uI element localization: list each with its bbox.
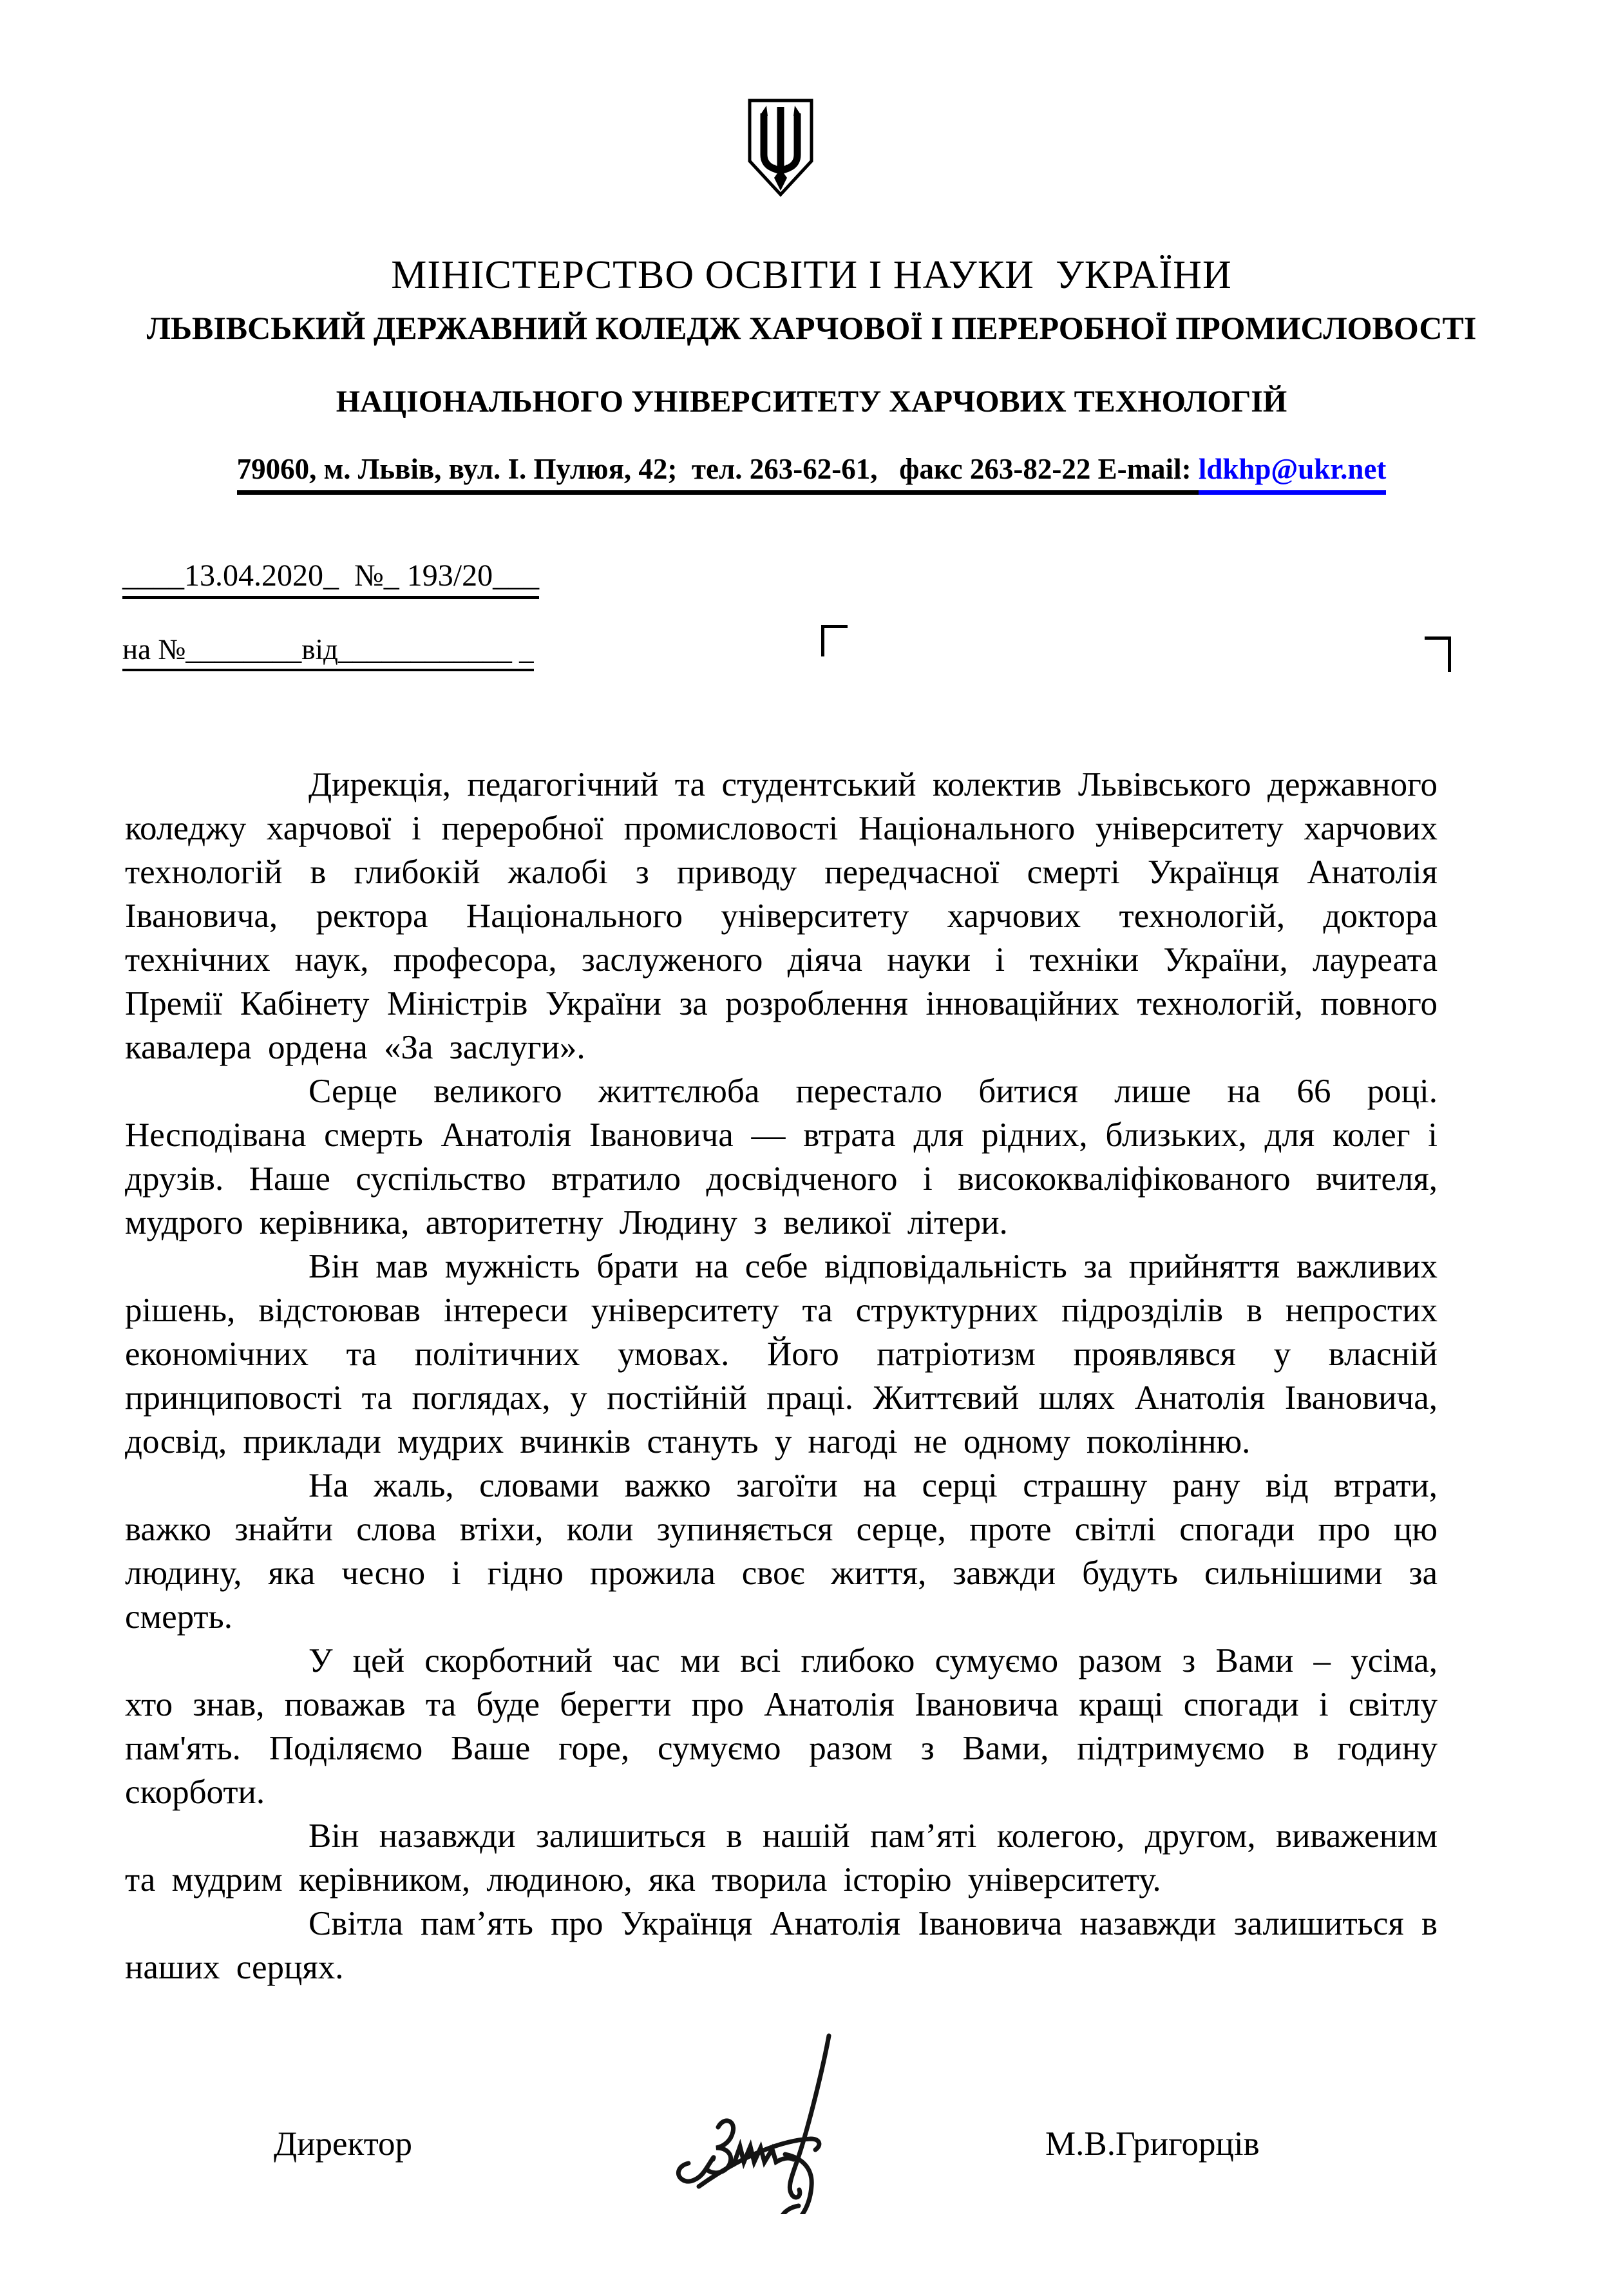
- signer-name: М.В.Григорців: [1045, 2125, 1260, 2163]
- letter-body: [125, 763, 1438, 1989]
- ukraine-trident-icon: [746, 97, 815, 198]
- addressee-corner-mark-left: [821, 625, 848, 656]
- college-title: ЛЬВІВСЬКИЙ ДЕРЖАВНИЙ КОЛЕДЖ ХАРЧОВОЇ І ПЕРЕРОБНОЇ ПРОМИСЛОВОСТІ: [146, 310, 1477, 346]
- address-line: [0, 452, 1623, 486]
- address-text: 79060, м. Львів, вул. І. Пулюя, 42; тел. 263-62-61, факс 263-82-22 E-mail:: [237, 453, 1199, 495]
- body-paragraph: Світла пам’ять про Українця Анатолія Івановича назавжди залишиться в наших серцях.: [125, 1905, 1438, 1986]
- handwritten-signature-icon: [667, 2031, 892, 2214]
- signer-position-label: Директор: [274, 2125, 413, 2163]
- university-title: НАЦІОНАЛЬНОГО УНІВЕРСИТЕТУ ХАРЧОВИХ ТЕХНОЛОГІЙ: [336, 385, 1287, 419]
- body-paragraph: У цей скорботний час ми всі глибоко сумуємо разом з Вами – усіма, хто знав, поважав та буде берегти про Анатолія Івановича кращі спогади і світлу пам'ять. Поділяємо Ваше горе, сумуємо разом з Вами, підтримуємо в годину скорботи.: [125, 1642, 1438, 1811]
- body-paragraph: Серце великого життєлюба перестало битися лише на 66 році. Несподівана смерть Анатолія Івановича — втрата для рідних, близьких, для колег і друзів. Наше суспільство втратило досвідченого і висококваліфікованого вчителя, мудрого керівника, авторитетну Людину з великої літери.: [125, 1073, 1438, 1241]
- body-paragraph: Він мав мужність брати на себе відповідальність за прийняття важливих рішень, відстоював інтереси університету та структурних підрозділів в непростих економічних та політичних умовах. Його патріотизм проявлявся у власній принциповості та поглядах, у постійній праці. Життєвий шлях Анатолія Івановича, досвід, приклади мудрих вчинків стануть у нагоді не одному поколінню.: [125, 1248, 1438, 1460]
- outgoing-date-number: ____13.04.2020_ №_ 193/20___: [122, 558, 539, 599]
- addressee-corner-mark-right: [1425, 636, 1451, 672]
- reply-to-number-line: на №________від____________ _: [122, 633, 534, 671]
- ministry-title: МІНІСТЕРСТВО ОСВІТИ І НАУКИ УКРАЇНИ: [391, 253, 1232, 297]
- body-paragraph: Дирекція, педагогічний та студентський колектив Львівського державного коледжу харчової і переробної промисловості Національного університету харчових технологій в глибокій жалобі з приводу передчасної смерті Українця Анатолія Івановича, ректора Національного університету харчових технологій, доктора технічних наук, професора, заслуженого діяча науки і техніки України, лауреата Премії Кабінету Міністрів України за розроблення інноваційних технологій, повного кавалера ордена «За заслуги».: [125, 766, 1438, 1066]
- email-link[interactable]: ldkhp@ukr.net: [1199, 453, 1387, 495]
- body-paragraph: Він назавжди залишиться в нашій пам’яті колегою, другом, виваженим та мудрим керівником, людиною, яка творила історію університету.: [125, 1817, 1438, 1899]
- body-paragraph: На жаль, словами важко загоїти на серці страшну рану від втрати, важко знайти слова втіхи, коли зупиняється серце, проте світлі спогади про цю людину, яка чесно і гідно прожила своє життя, завжди будуть сильнішими за смерть.: [125, 1467, 1438, 1636]
